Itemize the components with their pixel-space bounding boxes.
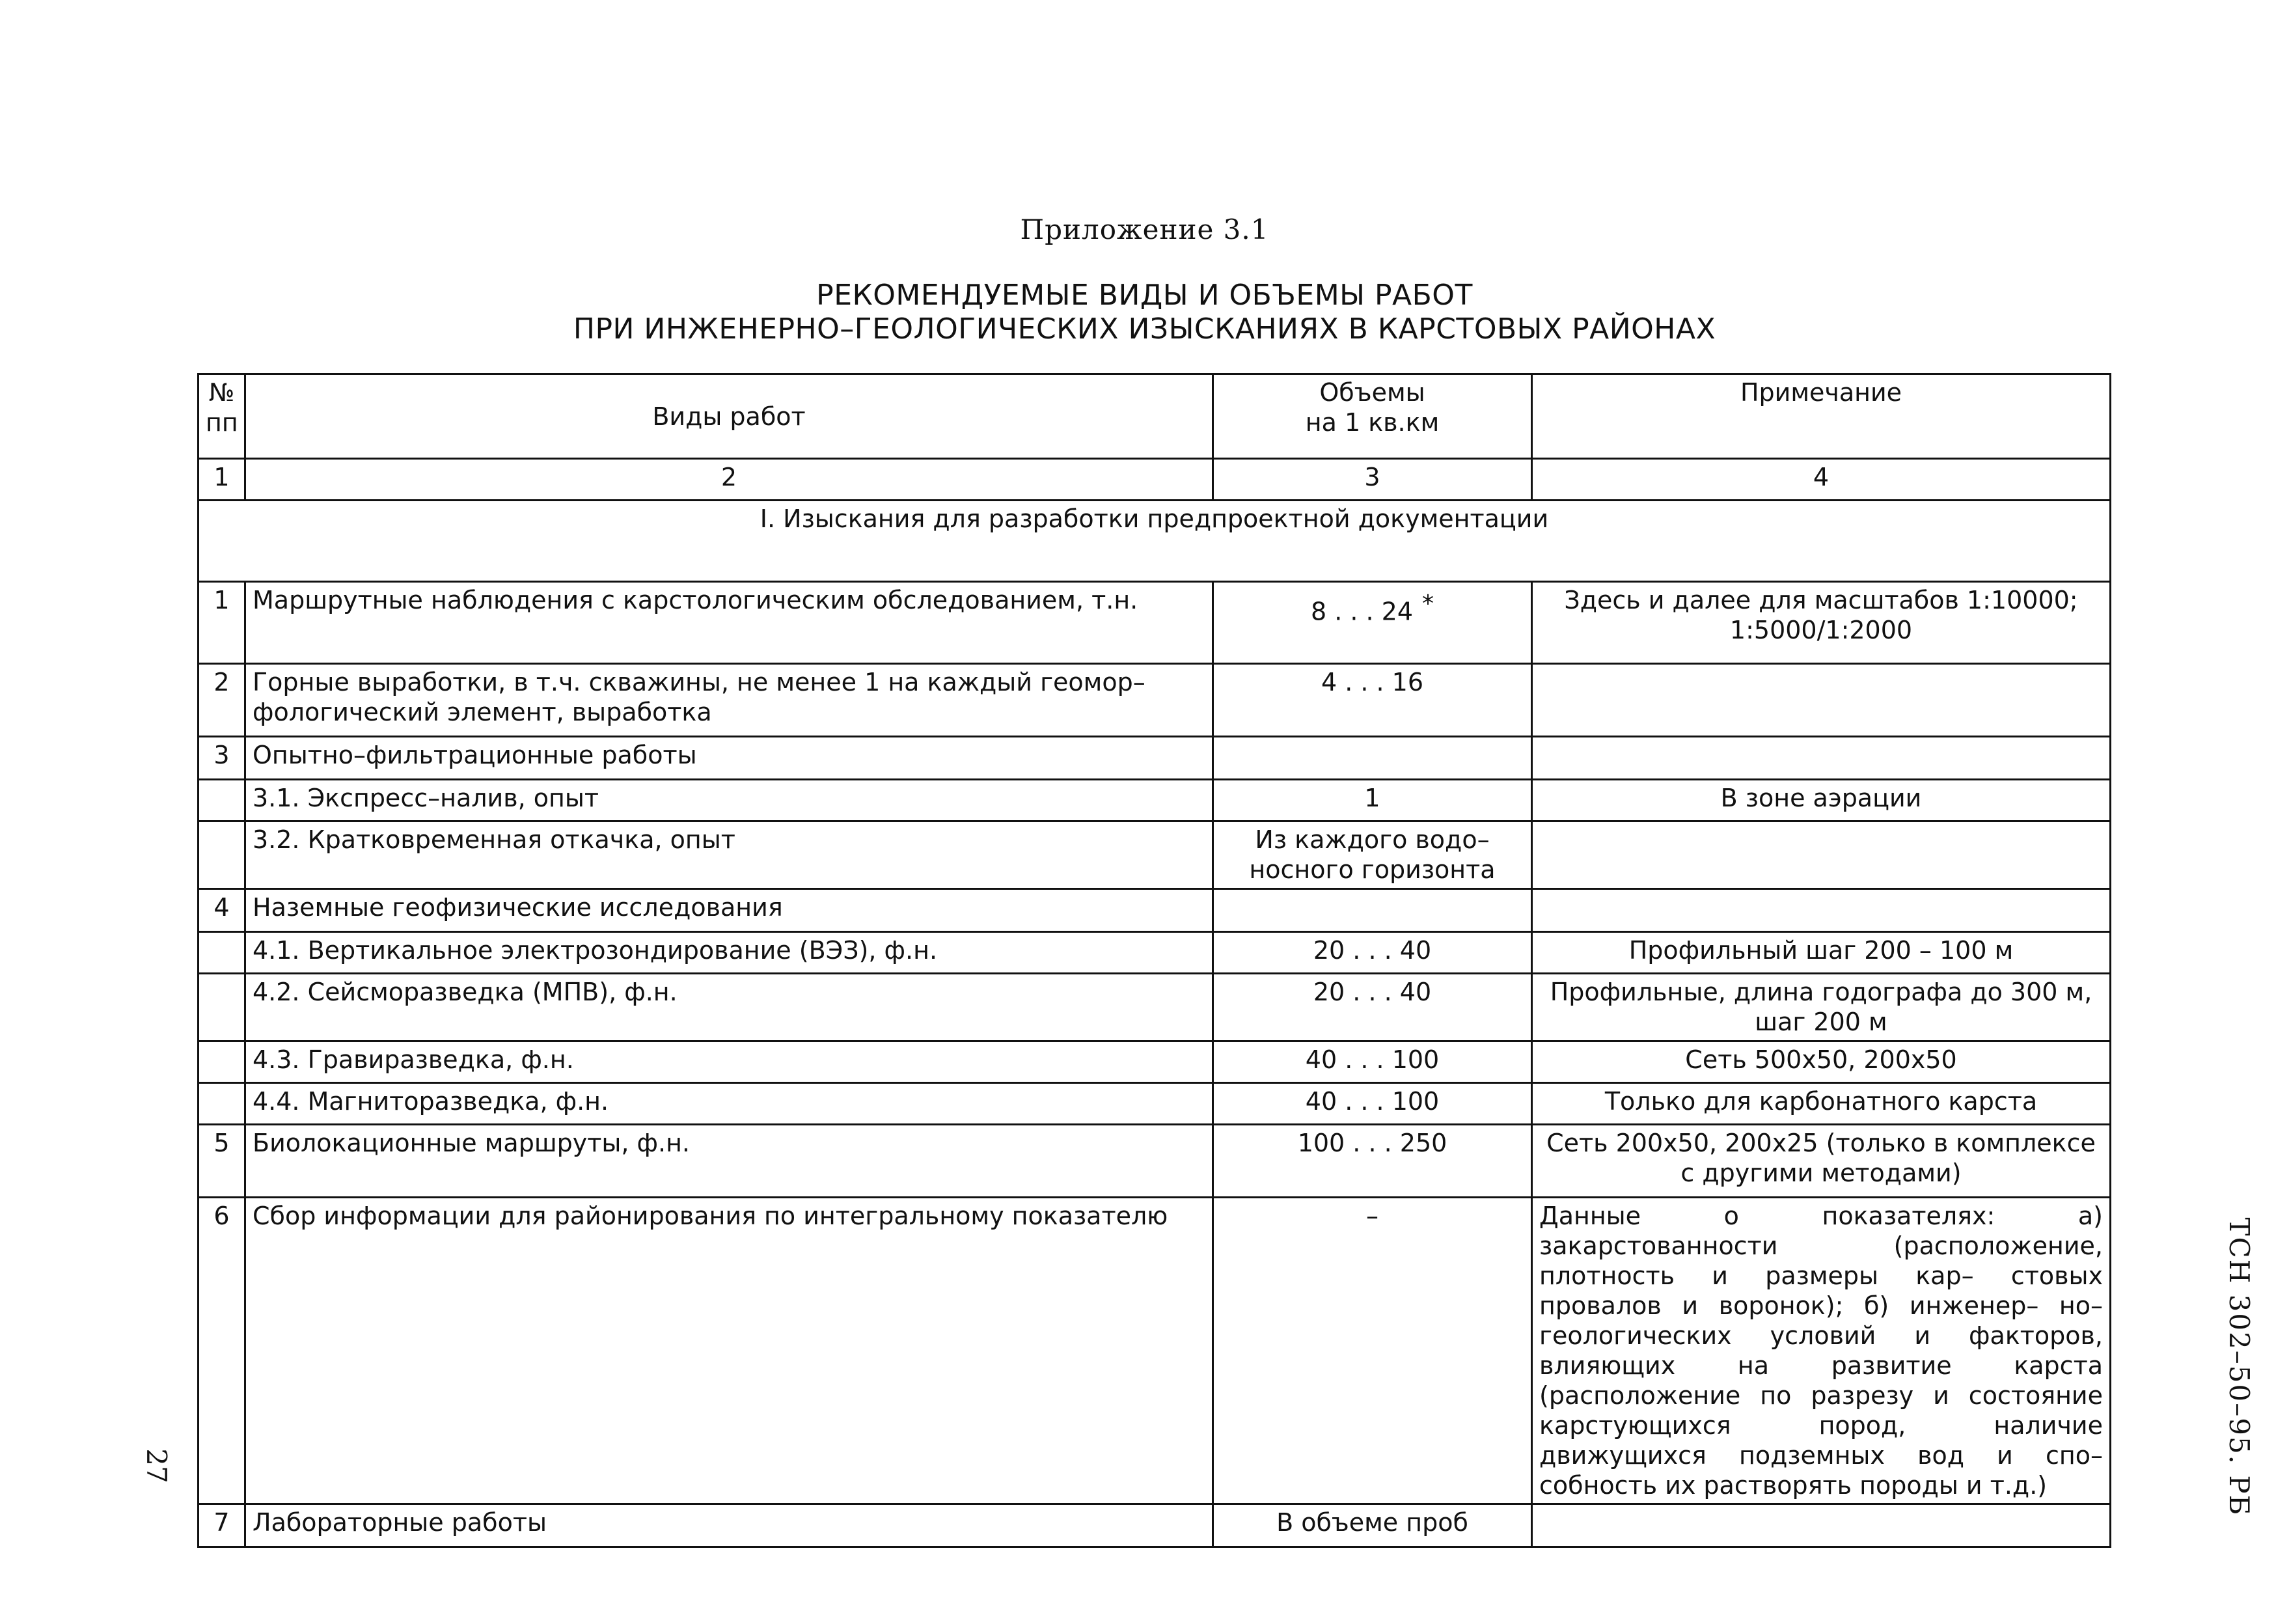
- row-work: 4.4. Магниторазведка, ф.н.: [245, 1083, 1213, 1125]
- title-line-1: РЕКОМЕНДУЕМЫЕ ВИДЫ И ОБЪЕМЫ РАБОТ: [816, 279, 1473, 312]
- row-num: [199, 974, 245, 1041]
- header-num: № пп: [199, 374, 245, 459]
- table-row: [199, 737, 2111, 780]
- row-volume: [1213, 737, 1532, 780]
- row-volume: 40 . . . 100: [1213, 1083, 1532, 1125]
- table-row: [199, 1198, 2111, 1504]
- col-number-3: 3: [1213, 459, 1532, 501]
- row-work: 3.2. Кратковременная откачка, опыт: [245, 821, 1213, 889]
- row-work: Сбор информации для районирования по интегральному показателю: [245, 1198, 1213, 1504]
- table-row: [199, 974, 2111, 1041]
- table-row: [199, 582, 2111, 664]
- column-number-row: [199, 459, 2111, 501]
- row-work: 4.1. Вертикальное электрозондирование (ВЭЗ), ф.н.: [245, 932, 1213, 974]
- row-work: 4.2. Сейсморазведка (МПВ), ф.н.: [245, 974, 1213, 1041]
- row-volume: 20 . . . 40: [1213, 974, 1532, 1041]
- row-num: [199, 1041, 245, 1083]
- row-note: Сеть 200х50, 200х25 (только в комплексе с другими методами): [1532, 1125, 2111, 1198]
- row-volume: 4 . . . 16: [1213, 664, 1532, 737]
- row-work: Маршрутные наблюдения с карстологическим обследованием, т.н.: [245, 582, 1213, 664]
- row-note: В зоне аэрации: [1532, 780, 2111, 821]
- works-table: [197, 373, 2111, 1548]
- table-row: [199, 1041, 2111, 1083]
- document-code: ТСН 302–50–95. РБ: [2223, 1217, 2255, 1517]
- row-num: 6: [199, 1198, 245, 1504]
- header-row: [199, 374, 2111, 459]
- row-note: Данные о показателях: а) закарстованности (расположение, плотность и размеры кар– стовых провалов и воронок); б) инженер– но–геологических условий и факторов, влияющих на развитие карста (расположение по разрезу и состояние карстующихся пород, наличие движущихся подземных вод и спо– собность их растворять породы и т.д.): [1532, 1198, 2111, 1504]
- page-number: 27: [141, 1448, 172, 1483]
- row-note: Здесь и далее для масштабов 1:10000; 1:5000/1:2000: [1532, 582, 2111, 664]
- table-row: [199, 932, 2111, 974]
- col-number-2: 2: [245, 459, 1213, 501]
- table-row: [199, 664, 2111, 737]
- row-num: [199, 1083, 245, 1125]
- row-num: 3: [199, 737, 245, 780]
- row-volume: 20 . . . 40: [1213, 932, 1532, 974]
- row-work: Горные выработки, в т.ч. скважины, не менее 1 на каждый геомор– фологический элемент, выработка: [245, 664, 1213, 737]
- row-volume: –: [1213, 1198, 1532, 1504]
- row-note: Только для карбонатного карста: [1532, 1083, 2111, 1125]
- appendix-label: Приложение 3.1: [1020, 213, 1269, 245]
- section-row: [199, 501, 2111, 582]
- row-num: [199, 780, 245, 821]
- row-work: Опытно–фильтрационные работы: [245, 737, 1213, 780]
- row-volume: [1213, 889, 1532, 932]
- row-note: [1532, 664, 2111, 737]
- row-num: 5: [199, 1125, 245, 1198]
- row-volume-value: 8 . . . 24: [1310, 597, 1414, 626]
- row-num: 1: [199, 582, 245, 664]
- row-note: [1532, 1504, 2111, 1547]
- document-title: [0, 279, 2289, 346]
- row-num: [199, 932, 245, 974]
- header-volume-line-1: Объемы: [1319, 378, 1425, 407]
- header-note: Примечание: [1532, 374, 2111, 459]
- row-volume: Из каждого водо– носного горизонта: [1213, 821, 1532, 889]
- table-row: [199, 780, 2111, 821]
- row-work: Наземные геофизические исследования: [245, 889, 1213, 932]
- row-volume: 100 . . . 250: [1213, 1125, 1532, 1198]
- row-volume: В объеме проб: [1213, 1504, 1532, 1547]
- col-number-1: 1: [199, 459, 245, 501]
- header-volume-line-2: на 1 кв.км: [1305, 408, 1440, 437]
- row-num: [199, 821, 245, 889]
- footnote-star: *: [1422, 590, 1434, 617]
- header-volume: [1213, 374, 1532, 459]
- table-row: [199, 889, 2111, 932]
- header-work: Виды работ: [245, 374, 1213, 459]
- table-row: [199, 1125, 2111, 1198]
- row-note: [1532, 889, 2111, 932]
- row-num: 2: [199, 664, 245, 737]
- section-title: I. Изыскания для разработки предпроектной документации: [199, 501, 2111, 582]
- row-work: Лабораторные работы: [245, 1504, 1213, 1547]
- row-volume: [1213, 582, 1532, 664]
- row-volume: 1: [1213, 780, 1532, 821]
- row-note: Профильные, длина годографа до 300 м, шаг 200 м: [1532, 974, 2111, 1041]
- table-row: [199, 821, 2111, 889]
- col-number-4: 4: [1532, 459, 2111, 501]
- row-note: Профильный шаг 200 – 100 м: [1532, 932, 2111, 974]
- row-num: 4: [199, 889, 245, 932]
- row-note: [1532, 737, 2111, 780]
- row-work: 4.3. Гравиразведка, ф.н.: [245, 1041, 1213, 1083]
- title-line-2: ПРИ ИНЖЕНЕРНО–ГЕОЛОГИЧЕСКИХ ИЗЫСКАНИЯХ В КАРСТОВЫХ РАЙОНАХ: [573, 312, 1716, 346]
- table-row: [199, 1504, 2111, 1547]
- row-volume: 40 . . . 100: [1213, 1041, 1532, 1083]
- table-row: [199, 1083, 2111, 1125]
- row-num: 7: [199, 1504, 245, 1547]
- row-work: Биолокационные маршруты, ф.н.: [245, 1125, 1213, 1198]
- row-note: Сеть 500х50, 200х50: [1532, 1041, 2111, 1083]
- row-work: 3.1. Экспресс–налив, опыт: [245, 780, 1213, 821]
- row-note: [1532, 821, 2111, 889]
